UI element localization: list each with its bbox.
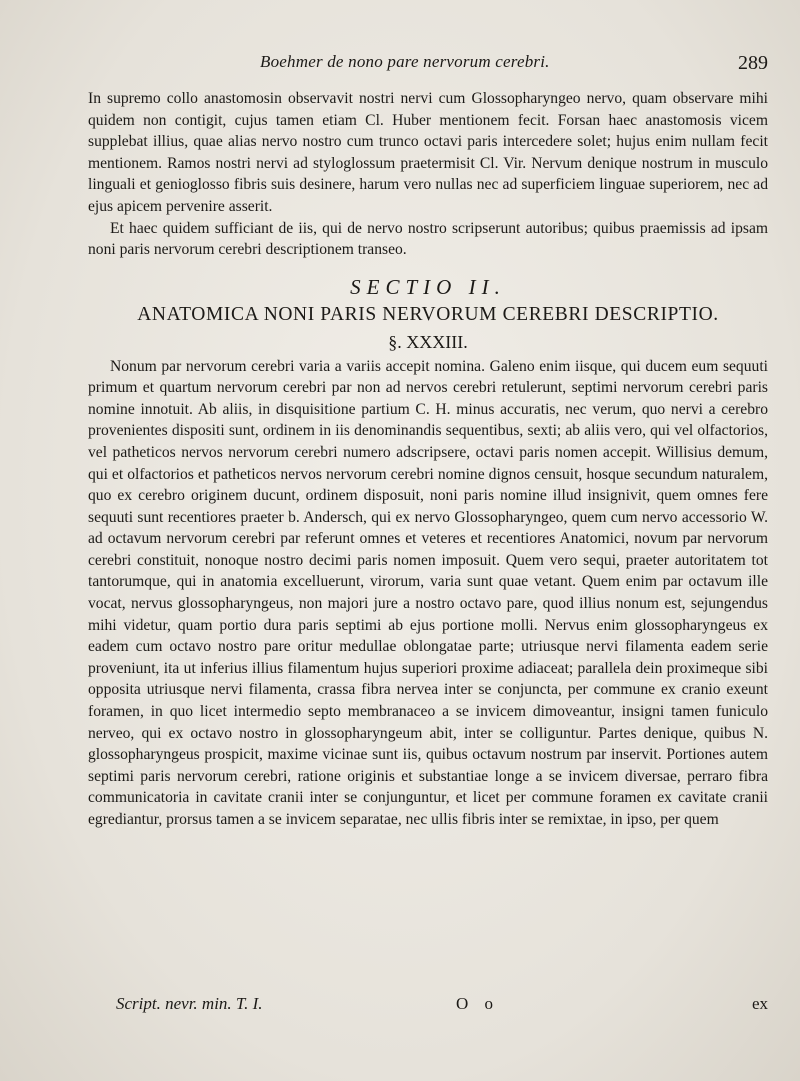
footer-signature: Script. nevr. min. T. I. <box>116 994 263 1013</box>
paragraph-1: In supremo collo anastomosin observavit nostri nervi cum Glossopharyngeo nervo, quam observare mihi quidem non contigit, cujus tamen etiam Cl. Huber mentionem fecit. Forsan haec anastomosis vicem supplebat illius, quae alias nervo nostro cum trunco octavi paris intercedere solet; hujus enim nullam fecit mentionem. Ramos nostri nervi ad styloglossum praetermisit Cl. Vir. Nervum denique nostrum in musculo linguali et genioglosso fibris suis desinere, harum vero nullas nec ad superficiem linguae superiorem, nec ad ejus apicem pervenire asserit. <box>88 90 768 215</box>
page-number: 289 <box>738 52 768 74</box>
page-header <box>88 52 768 80</box>
footer-sheet-mark: O o <box>456 994 500 1013</box>
paragraph-2: Et haec quidem sufficiant de iis, qui de nervo nostro scripserunt autoribus; quibus praemissis ad ipsam noni paris nervorum cerebri descriptionem transeo. <box>88 219 768 259</box>
running-head: Boehmer de nono pare nervorum cerebri. <box>260 52 550 71</box>
footer-catchword: ex <box>751 994 768 1013</box>
paragraph-main: Nonum par nervorum cerebri varia a variis accepit nomina. Galeno enim iisque, qui ducem eum sequuti primum et quartum nervorum cerebri par non ad nervos cerebri retulerunt, septimi nervorum cerebri paris nomine innotuit. Ab aliis, in disquisitione partium C. H. minus accuratis, nec verum, quo nervi a cerebro provenientes dispositi sunt, ordinem in iis denominandis sequentibus, sexti; ab aliis vero, qui vel olfactorios, vel patheticos nervos nervorum cerebri numero adscripsere, octavi paris nomen accepit. Willisius demum, qui et olfactorios et patheticos nervos nervorum cerebri nomine dignos censuit, hosque secundum naturalem, quo ex cerebro originem ducunt, ordinem disposuit, noni paris nomine illud insignivit, quem omnes fere sequuti sunt recentiores praeter b. Andersch, qui ex nervo Glossopharyngeo, quem cum nervo accessorio W. ad octavum nervorum cerebri par referunt omnes et veteres et recentiores Anatomici, novum par nervorum cerebri constituit, nonoque nostro decimi paris nomen imposuit. Quem vero sequi, praeter autoritatem tot tantorumque, qui in anatomia excelluerunt, virorum, varia sunt quae vetant. Quem enim par octavum ille vocat, nervus glossopharyngeus, non majori jure a nostro octavo pare, quod illius nonum est, sejungendus mihi videtur, quam portio dura paris septimi ab ejus portione molli. Nervus enim glossopharyngeus ex eadem cum octavo nostro pare oritur medullae oblongatae parte; utriusque nervi filamenta eadem serie proveniunt, ita ut inferius illius filamentum hujus superiori proxime adiaceat; parallela dein proximeque sibi opposita utriusque nervi filamenta, crassa fibra nervea inter se conjuncta, per commune ex cranio exeunt foramen, in quo licet intermedio septo membranaceo a se invicem dimoveantur, insigni tamen funiculo nerveo, qui ex octavo nostro in glossopharyngeum abit, inter se colliguntur. Partes denique, quibus N. glossopharyngeus prospicit, maxime vicinae sunt iis, quibus octavum nostrum par inservit. Portiones autem septimi paris nervorum cerebri, ratione originis et substantiae longe a se invicem diversae, perraro fibra communicatoria in cavitate cranii inter se conjunguntur, et licet per commune foramen ex cavitate cranii egrediantur, prorsus tamen a se invicem separatae, nec ullis fibris inter se remixtae, in ipso, per quem <box>88 357 768 828</box>
body-text <box>88 88 768 831</box>
section-title: SECTIO II. <box>350 274 506 299</box>
section-subtitle: ANATOMICA NONI PARIS NERVORUM CEREBRI DESCRIPTIO. <box>137 304 719 326</box>
page-footer <box>88 994 768 1020</box>
paragraph-mark: §. XXXIII. <box>388 331 468 352</box>
